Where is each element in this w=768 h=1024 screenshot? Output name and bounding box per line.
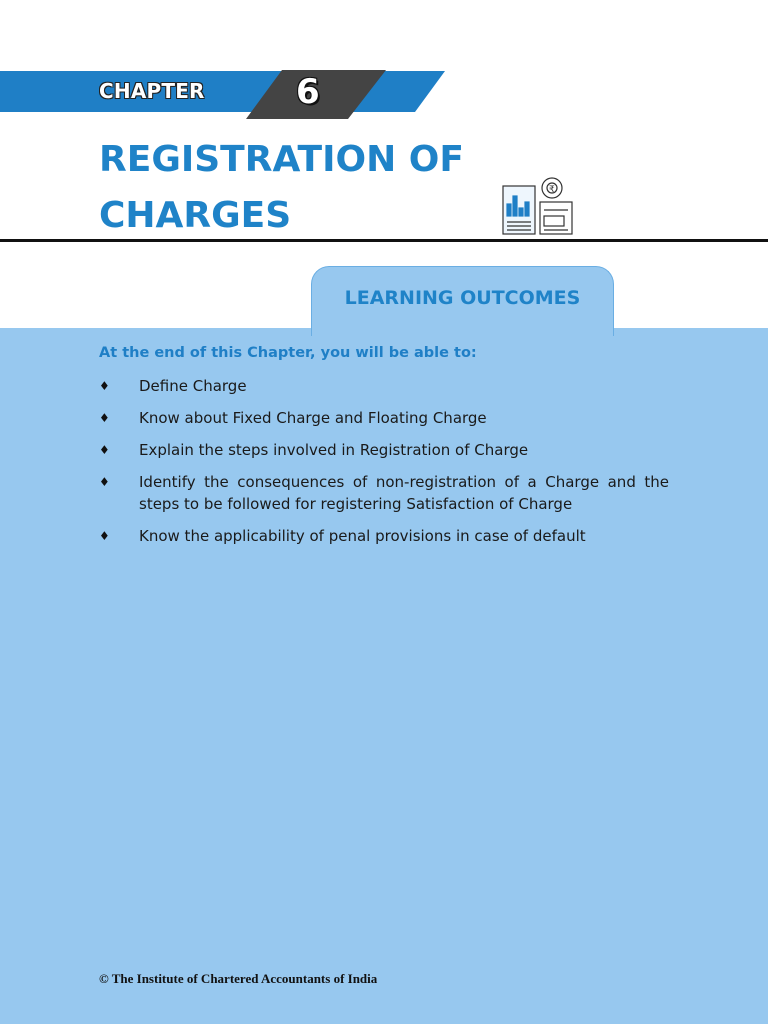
chapter-title [99,132,519,244]
outcome-text: Know about Fixed Charge and Floating Charge [139,409,487,427]
learning-outcomes-heading: LEARNING OUTCOMES [344,287,581,309]
outcome-text: Identify the consequences of non-registration of a Charge and the steps to be followed for registering Satisfaction of Charge [139,473,669,513]
chapter-number: 6 [296,72,320,112]
outcomes-intro: At the end of this Chapter, you will be able to: [99,345,477,361]
diamond-bullet-icon: ♦ [99,411,110,425]
outcome-item [99,407,669,429]
outcomes-list [99,375,669,557]
outcome-text: Know the applicability of penal provisions in case of default [139,527,586,545]
outcome-text: Explain the steps involved in Registration of Charge [139,441,529,459]
outcome-item [99,471,669,515]
diamond-bullet-icon: ♦ [99,475,110,489]
diamond-bullet-icon: ♦ [99,379,110,393]
chapter-label: CHAPTER [99,79,205,103]
diamond-bullet-icon: ♦ [99,443,110,457]
copyright-footer: © The Institute of Chartered Accountants of India [99,971,378,986]
outcome-item [99,525,669,547]
chapter-title-line1: REGISTRATION OF [99,139,464,180]
document-chart-gear-icon [498,172,578,243]
diamond-bullet-icon: ♦ [99,529,110,543]
chapter-title-line2: CHARGES [99,195,292,236]
learning-outcomes-tab [311,266,614,336]
outcome-text: Define Charge [139,377,247,395]
svg-text:₹: ₹ [549,185,555,195]
header-divider [0,239,768,242]
outcome-item [99,375,669,397]
outcome-item [99,439,669,461]
